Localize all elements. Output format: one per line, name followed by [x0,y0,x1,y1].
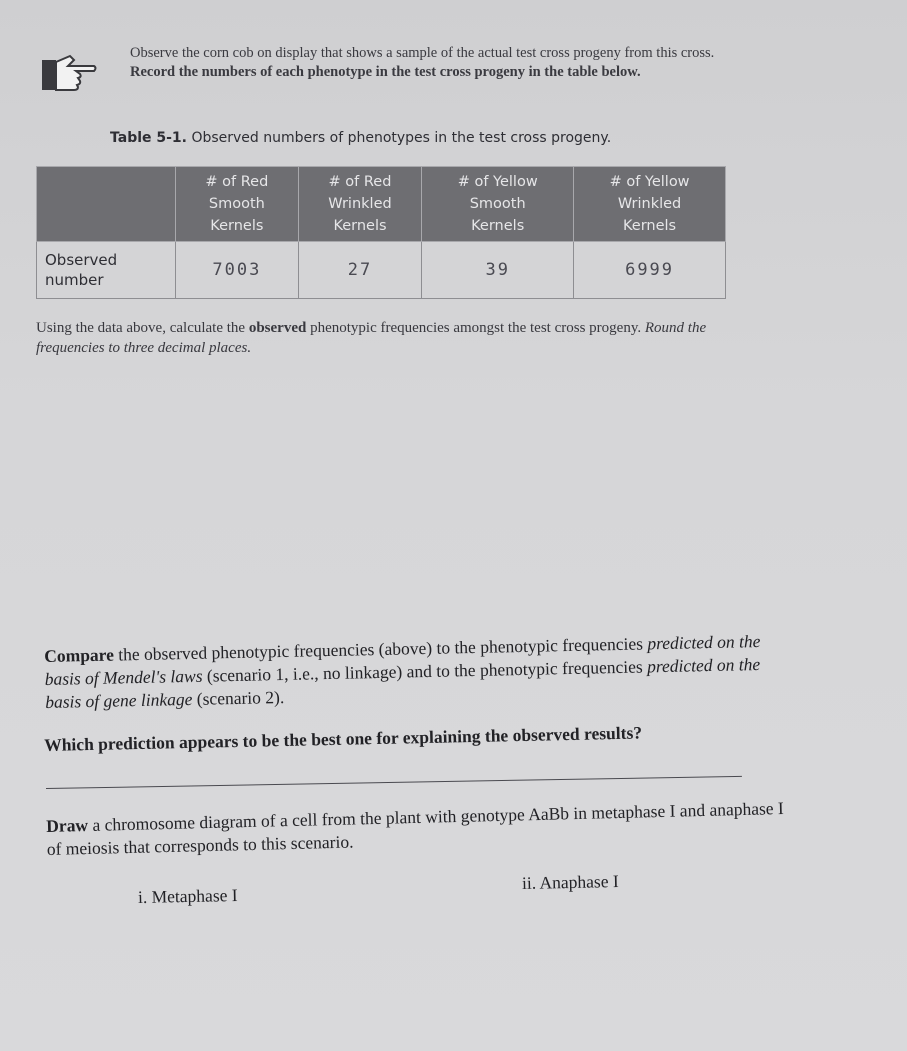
header-yellow-wrinkled: # of Yellow Wrinkled Kernels [574,167,726,242]
intro-instructions: Observe the corn cob on display that shows a sample of the actual test cross progeny from this cross. Record the numbers of each phenotype in the test cross progeny in the table below. [130,45,715,80]
header-red-smooth: # of Red Smooth Kernels [176,167,299,242]
row-label-observed: Observed number [37,242,176,299]
cell-red-wrinkled[interactable]: 27 [298,242,422,299]
cell-red-smooth[interactable]: 7003 [176,242,299,299]
cell-yellow-wrinkled[interactable]: 6999 [574,242,726,299]
anaphase-label: ii. Anaphase I [521,870,619,894]
header-yellow-smooth: # of Yellow Smooth Kernels [422,167,574,242]
which-prediction-question: Which prediction appears to be the best one for explaining the observed results? [44,722,643,755]
calculate-prompt: Using the data above, calculate the observed phenotypic frequencies amongst the test cross progeny. Round the frequencies to three decimal places. [36,320,707,356]
answer-line[interactable] [46,776,742,789]
header-blank-cell [37,167,176,242]
table-caption: Table 5-1. Observed numbers of phenotypes in the test cross progeny. [110,130,612,146]
table-row [37,242,726,299]
phenotype-table [36,166,726,299]
table-header-row [37,167,726,242]
compare-prompt: Compare the observed phenotypic frequencies (above) to the phenotypic frequencies predicted on the basis of Mendel's laws (scenario 1, i.e., no linkage) and to the phenotypic frequencies predicted on the basis of gene linkage (scenario 2). [44,630,761,712]
pointing-hand-icon [40,50,98,94]
metaphase-label: i. Metaphase I [137,884,238,908]
cell-yellow-smooth[interactable]: 39 [422,242,574,299]
header-red-wrinkled: # of Red Wrinkled Kernels [298,167,422,242]
draw-prompt: Draw a chromosome diagram of a cell from the plant with genotype AaBb in metaphase I and anaphase I of meiosis that corresponds to this scenario. [46,797,784,859]
